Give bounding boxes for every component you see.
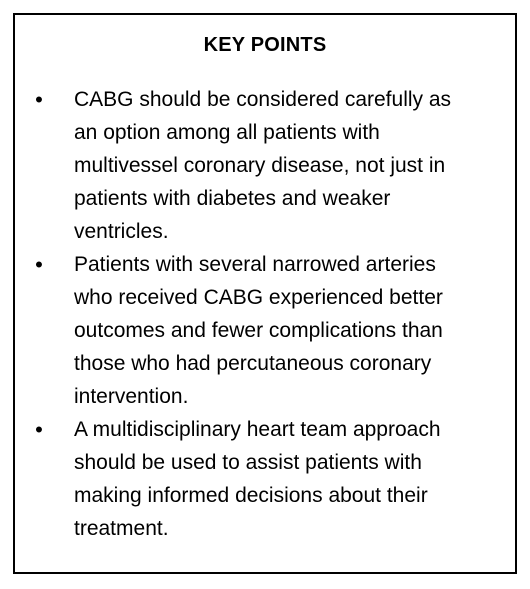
key-point-line: intervention. (74, 385, 189, 408)
key-point-line: making informed decisions about their (74, 484, 428, 507)
key-point-line: who received CABG experienced better (74, 286, 443, 309)
key-point-item (15, 83, 515, 248)
key-point-line: outcomes and fewer complications than (74, 319, 443, 342)
key-point-line: Patients with several narrowed arteries (74, 253, 436, 276)
key-point-item (15, 413, 515, 545)
key-point-line: those who had percutaneous coronary (74, 352, 432, 375)
bullet-icon: • (35, 252, 43, 277)
key-point-line: A multidisciplinary heart team approach (74, 418, 441, 441)
key-points-box (13, 13, 517, 574)
key-point-line: treatment. (74, 517, 169, 540)
key-points-title: KEY POINTS (203, 34, 327, 56)
key-point-item (15, 248, 515, 413)
key-point-line: should be used to assist patients with (74, 451, 422, 474)
key-point-line: CABG should be considered carefully as (74, 88, 452, 111)
key-point-line: ventricles. (74, 220, 169, 243)
key-points-list (15, 83, 515, 545)
key-point-line: an option among all patients with (74, 121, 380, 144)
key-point-line: patients with diabetes and weaker (74, 187, 391, 210)
bullet-icon: • (35, 87, 43, 112)
key-point-line: multivessel coronary disease, not just in (74, 154, 446, 177)
bullet-icon: • (35, 417, 43, 442)
